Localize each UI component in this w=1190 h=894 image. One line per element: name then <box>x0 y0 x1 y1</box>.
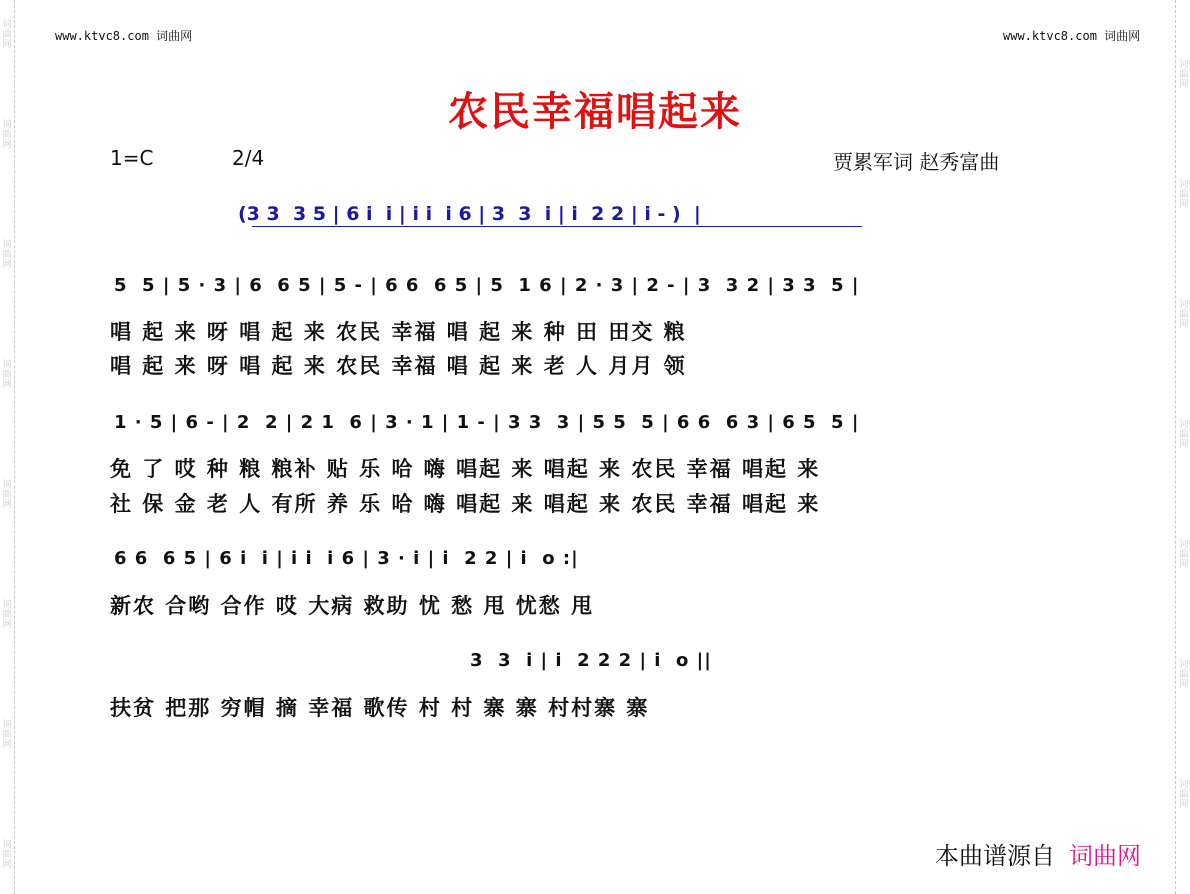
score-line-4-notation: 3 3 i | i 2 2 2 | i o || <box>470 650 712 671</box>
side-watermark: 词曲网 <box>1179 60 1189 90</box>
score-line-2-notation: 1 · 5 | 6 - | 2 2 | 2 1 6 | 3 · 1 | 1 - | 3 3 3 | 5 5 5 | 6 6 6 3 | 6 5 5 | <box>114 412 860 433</box>
side-watermark: 词曲网 <box>1179 660 1189 690</box>
site-watermark-left: www.ktvc8.com 词曲网 <box>55 29 193 43</box>
side-watermark: 词曲网 <box>2 840 12 870</box>
side-watermark: 词曲网 <box>1179 780 1189 810</box>
intro-notation: (3 3 3 5 | 6 i i | i i i 6 | 3 3 i | i 2 2 | i - ) | <box>238 203 701 225</box>
side-watermark: 词曲网 <box>1179 300 1189 330</box>
song-title: 农民幸福唱起来 <box>448 88 742 135</box>
side-watermark: 词曲网 <box>2 480 12 510</box>
site-watermark-right: www.ktvc8.com 词曲网 <box>1003 29 1141 43</box>
side-watermark: 词曲网 <box>2 600 12 630</box>
score-line-4-lyrics: 扶贫 把那 穷帽 摘 幸福 歌传 村 村 寨 寨 村村寨 寨 <box>110 696 650 720</box>
credits: 贾累军词 赵秀富曲 <box>833 150 1000 174</box>
score-line-2-lyrics-verse-2: 社 保 金 老 人 有所 养 乐 哈 嗨 唱起 来 唱起 来 农民 幸福 唱起 来 <box>110 492 821 516</box>
intro-underline <box>252 226 862 227</box>
time-signature: 2/4 <box>232 146 265 170</box>
source-brand-link[interactable]: 词曲网 <box>1069 842 1141 870</box>
score-line-3-lyrics: 新农 合哟 合作 哎 大病 救助 忧 愁 甩 忧愁 甩 <box>110 594 595 618</box>
score-line-3-notation: 6 6 6 5 | 6 i i | i i i 6 | 3 · i | i 2 2 | i o :| <box>114 548 579 569</box>
side-watermark: 词曲网 <box>2 720 12 750</box>
side-watermark: 词曲网 <box>1179 420 1189 450</box>
side-watermark: 词曲网 <box>1179 180 1189 210</box>
side-watermark: 词曲网 <box>2 20 12 50</box>
key-signature: 1=C <box>110 146 154 170</box>
side-watermark: 词曲网 <box>2 240 12 270</box>
score-line-1-notation: 5 5 | 5 · 3 | 6 6 5 | 5 - | 6 6 6 5 | 5 1 6 | 2 · 3 | 2 - | 3 3 2 | 3 3 5 | <box>114 275 860 296</box>
side-watermark: 词曲网 <box>2 120 12 150</box>
side-watermark: 词曲网 <box>1179 540 1189 570</box>
side-watermark: 词曲网 <box>2 360 12 390</box>
score-line-1-lyrics-verse-2: 唱 起 来 呀 唱 起 来 农民 幸福 唱 起 来 老 人 月月 领 <box>110 354 687 378</box>
source-label: 本曲谱源自 <box>935 842 1055 870</box>
source-footer <box>935 836 1141 871</box>
score-line-2-lyrics-verse-1: 免 了 哎 种 粮 粮补 贴 乐 哈 嗨 唱起 来 唱起 来 农民 幸福 唱起 来 <box>110 457 821 481</box>
score-line-1-lyrics-verse-1: 唱 起 来 呀 唱 起 来 农民 幸福 唱 起 来 种 田 田交 粮 <box>110 320 687 344</box>
